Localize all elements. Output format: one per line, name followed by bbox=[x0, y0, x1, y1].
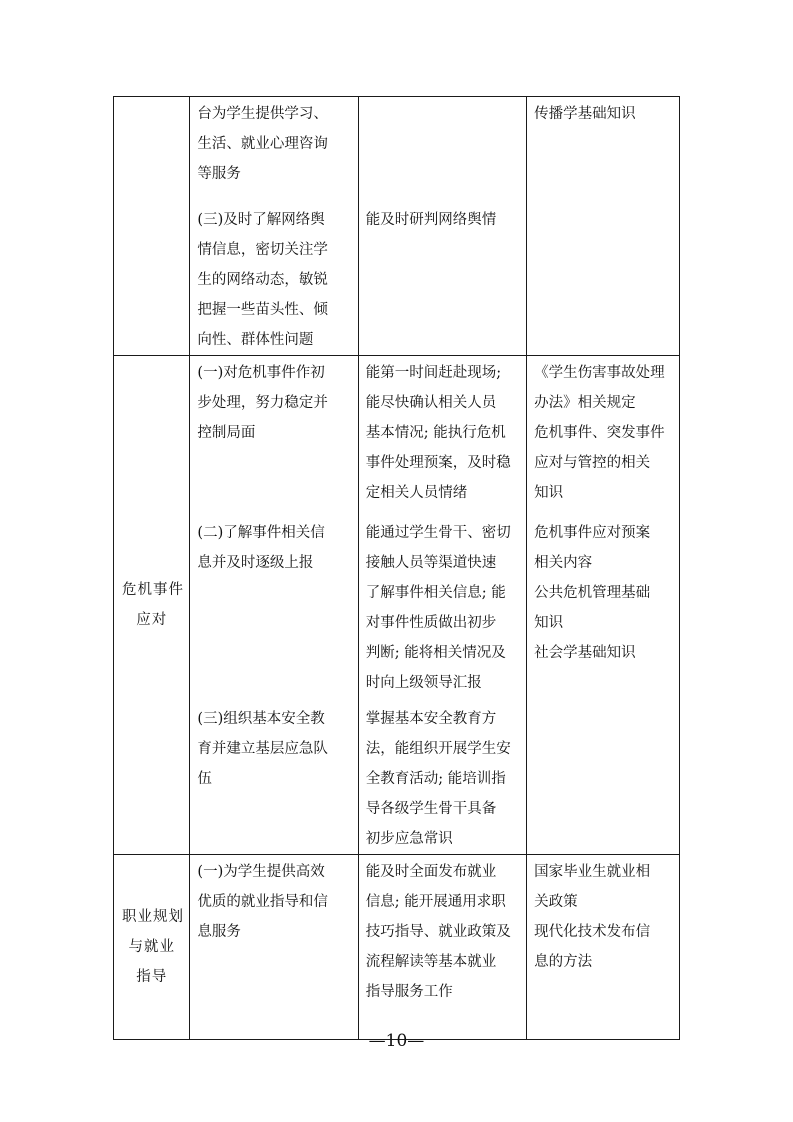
knowledge-line: 息的方法 bbox=[534, 954, 593, 970]
task-line: (三)组织基本安全教 bbox=[197, 711, 325, 727]
knowledge-cell bbox=[527, 855, 680, 1040]
table-row bbox=[114, 855, 680, 1040]
skill-cell bbox=[358, 356, 526, 855]
skill-line: 对事件性质做出初步 bbox=[365, 615, 497, 631]
skill-line: 掌握基本安全教育方 bbox=[365, 711, 497, 727]
task-line: 优质的就业指导和信 bbox=[197, 894, 328, 910]
task-line: (二)了解事件相关信 bbox=[197, 525, 325, 541]
knowledge-line: 危机事件应对预案 bbox=[534, 525, 651, 541]
skill-line: 能通过学生骨干、密切 bbox=[365, 525, 511, 541]
skill-line: 流程解读等基本就业 bbox=[365, 954, 497, 970]
table-row bbox=[114, 97, 680, 356]
task-line: 向性、群体性问题 bbox=[197, 332, 314, 348]
knowledge-cell bbox=[527, 97, 680, 356]
category-label-line: 危机事件 bbox=[122, 582, 184, 598]
skill-line: 基本情况; 能执行危机 bbox=[365, 425, 506, 441]
knowledge-line: 公共危机管理基础 bbox=[534, 585, 651, 601]
task-line: 息服务 bbox=[197, 924, 241, 940]
knowledge-cell bbox=[527, 356, 680, 855]
task-line: 控制局面 bbox=[197, 425, 256, 441]
table-row bbox=[114, 356, 680, 855]
skill-line: 信息; 能开展通用求职 bbox=[365, 894, 506, 910]
task-cell bbox=[190, 356, 358, 855]
knowledge-line: 传播学基础知识 bbox=[534, 106, 636, 122]
task-line: 息并及时逐级上报 bbox=[197, 555, 314, 571]
skill-line: 定相关人员情绪 bbox=[365, 485, 468, 501]
category-label-line: 应对 bbox=[136, 612, 168, 628]
task-line: 台为学生提供学习、 bbox=[197, 106, 328, 122]
knowledge-line: 《学生伤害事故处理 bbox=[534, 365, 665, 381]
skill-line: 初步应急常识 bbox=[365, 831, 453, 847]
page-number: —10— bbox=[368, 1031, 425, 1051]
category-label-line: 与就业 bbox=[128, 939, 175, 955]
skill-line: 全教育活动; 能培训指 bbox=[365, 771, 506, 787]
skill-line: 事件处理预案，及时稳 bbox=[365, 455, 511, 471]
task-line: 等服务 bbox=[197, 166, 241, 182]
knowledge-line: 危机事件、突发事件 bbox=[534, 425, 665, 441]
skill-line: 能尽快确认相关人员 bbox=[365, 395, 497, 411]
knowledge-line: 现代化技术发布信 bbox=[534, 924, 651, 940]
skill-cell bbox=[358, 855, 526, 1040]
skill-cell bbox=[358, 97, 526, 356]
skill-line: 指导服务工作 bbox=[365, 984, 453, 1000]
task-cell bbox=[190, 855, 358, 1040]
task-line: 情信息，密切关注学 bbox=[197, 242, 328, 258]
skill-line: 能及时研判网络舆情 bbox=[365, 212, 497, 228]
skill-line: 接触人员等渠道快速 bbox=[365, 555, 497, 571]
skill-line: 了解事件相关信息; 能 bbox=[365, 585, 506, 601]
knowledge-line: 知识 bbox=[534, 485, 564, 501]
skill-line: 技巧指导、就业政策及 bbox=[365, 924, 511, 940]
skill-line: 时向上级领导汇报 bbox=[365, 675, 482, 691]
category-cell bbox=[114, 97, 190, 356]
category-label-line: 职业规划 bbox=[122, 909, 184, 925]
task-line: 把握一些苗头性、倾 bbox=[197, 302, 328, 318]
task-line: 生的网络动态，敏锐 bbox=[197, 272, 328, 288]
task-line: 步处理，努力稳定并 bbox=[197, 395, 328, 411]
knowledge-line: 国家毕业生就业相 bbox=[534, 864, 651, 880]
task-line: (一)为学生提供高效 bbox=[197, 864, 325, 880]
skill-line: 导各级学生骨干具备 bbox=[365, 801, 497, 817]
knowledge-line: 办法》相关规定 bbox=[534, 395, 636, 411]
category-label-line: 指导 bbox=[136, 969, 168, 985]
task-line: (一)对危机事件作初 bbox=[197, 365, 325, 381]
task-line: 育并建立基层应急队 bbox=[197, 741, 328, 757]
skill-line: 能第一时间赶赴现场; bbox=[365, 365, 502, 381]
task-cell bbox=[190, 97, 358, 356]
skill-line: 法，能组织开展学生安 bbox=[365, 741, 511, 757]
knowledge-line: 相关内容 bbox=[534, 555, 593, 571]
category-cell bbox=[114, 855, 190, 1040]
knowledge-line: 应对与管控的相关 bbox=[534, 455, 651, 471]
knowledge-line: 社会学基础知识 bbox=[534, 645, 636, 661]
category-cell bbox=[114, 356, 190, 855]
knowledge-line: 关政策 bbox=[534, 894, 578, 910]
task-line: 生活、就业心理咨询 bbox=[197, 136, 328, 152]
skill-line: 判断; 能将相关情况及 bbox=[365, 645, 506, 661]
knowledge-line: 知识 bbox=[534, 615, 564, 631]
competency-table bbox=[113, 96, 680, 1040]
task-line: 伍 bbox=[197, 771, 212, 787]
skill-line: 能及时全面发布就业 bbox=[365, 864, 497, 880]
task-line: (三)及时了解网络舆 bbox=[197, 212, 325, 228]
